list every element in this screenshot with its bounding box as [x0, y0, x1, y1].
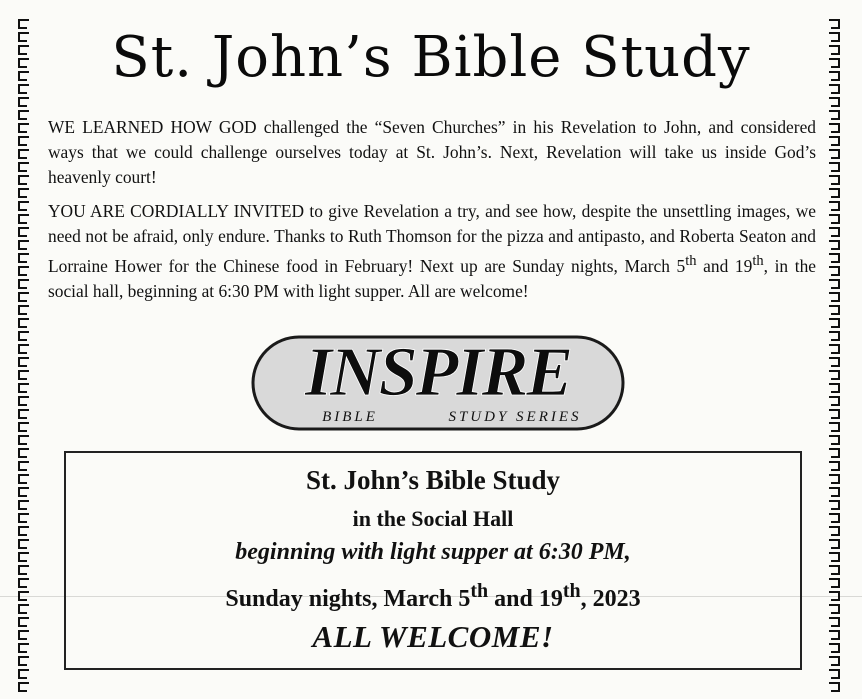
margin-bracket-icon [19, 280, 29, 288]
margin-bracket-icon [829, 423, 839, 431]
margin-bracket-icon [19, 137, 29, 145]
margin-bracket-icon [829, 527, 839, 535]
left-margin-ornament [16, 16, 30, 696]
announcement-supper: beginning with light supper at 6:30 PM, [235, 539, 631, 565]
dates-text: Sunday nights, March 5 [225, 586, 471, 612]
margin-bracket-icon [829, 605, 839, 613]
margin-bracket-icon [19, 371, 29, 379]
margin-bracket-icon [829, 254, 839, 262]
margin-bracket-icon [19, 319, 29, 327]
margin-bracket-icon [829, 670, 839, 678]
margin-bracket-icon [19, 150, 29, 158]
margin-bracket-icon [829, 397, 839, 405]
margin-bracket-icon [829, 306, 839, 314]
margin-bracket-icon [829, 98, 839, 106]
margin-bracket-icon [19, 254, 29, 262]
margin-bracket-icon [829, 540, 839, 548]
margin-bracket-icon [19, 410, 29, 418]
margin-bracket-icon [829, 371, 839, 379]
ordinal-suffix: th [470, 580, 489, 602]
margin-bracket-icon [829, 449, 839, 457]
margin-bracket-icon [829, 124, 839, 132]
margin-bracket-icon [19, 449, 29, 457]
margin-bracket-icon [829, 319, 839, 327]
dates-text: , 2023 [580, 586, 641, 612]
paragraph-invitation [48, 199, 816, 304]
margin-bracket-icon [829, 111, 839, 119]
margin-bracket-icon [829, 501, 839, 509]
margin-bracket-icon [19, 397, 29, 405]
margin-bracket-icon [19, 618, 29, 626]
margin-bracket-icon [19, 566, 29, 574]
margin-bracket-icon [829, 410, 839, 418]
margin-bracket-icon [19, 228, 29, 236]
margin-bracket-icon [829, 436, 839, 444]
margin-bracket-icon [829, 644, 839, 652]
margin-bracket-icon [829, 280, 839, 288]
logo-wordmark: INSPIRE [304, 334, 572, 411]
margin-bracket-icon [829, 358, 839, 366]
margin-bracket-icon [829, 345, 839, 353]
margin-bracket-icon [829, 631, 839, 639]
margin-bracket-icon [19, 592, 29, 600]
margin-bracket-icon [19, 501, 29, 509]
margin-bracket-icon [19, 605, 29, 613]
paragraph-recap: WE LEARNED HOW GOD challenged the “Seven Churches” in his Revelation to John, and considered ways that we could challenge ourselves today at St. John’s. Next, Revelation will take us inside God’s heavenly court! [48, 117, 816, 187]
margin-bracket-icon [19, 293, 29, 301]
margin-bracket-icon [19, 358, 29, 366]
announcement-dates [66, 580, 800, 613]
margin-bracket-icon [829, 137, 839, 145]
margin-bracket-icon [19, 475, 29, 483]
ordinal-suffix: th [752, 253, 764, 269]
ordinal-suffix: th [562, 580, 581, 602]
margin-bracket-icon [19, 527, 29, 535]
margin-bracket-icon [19, 683, 29, 691]
margin-bracket-icon [19, 306, 29, 314]
margin-bracket-icon [19, 436, 29, 444]
margin-bracket-icon [829, 176, 839, 184]
margin-bracket-icon [829, 488, 839, 496]
margin-bracket-icon [829, 267, 839, 275]
margin-bracket-icon [829, 189, 839, 197]
margin-bracket-icon [829, 566, 839, 574]
margin-bracket-icon [19, 462, 29, 470]
margin-bracket-icon [829, 618, 839, 626]
margin-bracket-icon [19, 514, 29, 522]
margin-bracket-icon [19, 384, 29, 392]
announcement-welcome: ALL WELCOME! [312, 619, 554, 654]
right-margin-ornament [828, 16, 842, 696]
margin-bracket-icon [19, 423, 29, 431]
margin-bracket-icon [829, 150, 839, 158]
margin-bracket-icon [19, 540, 29, 548]
margin-bracket-icon [19, 488, 29, 496]
margin-bracket-icon [19, 644, 29, 652]
margin-bracket-icon [19, 202, 29, 210]
margin-bracket-icon [19, 657, 29, 665]
margin-bracket-icon [19, 189, 29, 197]
margin-bracket-icon [829, 683, 839, 691]
margin-bracket-icon [19, 241, 29, 249]
margin-bracket-icon [19, 215, 29, 223]
announcement-location: in the Social Hall [352, 506, 514, 531]
margin-bracket-icon [829, 215, 839, 223]
margin-bracket-icon [19, 631, 29, 639]
margin-bracket-icon [829, 241, 839, 249]
margin-bracket-icon [19, 332, 29, 340]
margin-bracket-icon [829, 462, 839, 470]
margin-bracket-icon [19, 176, 29, 184]
margin-bracket-icon [19, 111, 29, 119]
margin-bracket-icon [829, 553, 839, 561]
margin-bracket-icon [19, 553, 29, 561]
announcement-box [64, 451, 802, 670]
invitation-text: and 19 [696, 255, 753, 276]
margin-bracket-icon [829, 228, 839, 236]
logo-tagline-right: STUDY SERIES [448, 409, 582, 425]
dates-text: and 19 [488, 586, 563, 612]
margin-bracket-icon [19, 98, 29, 106]
margin-bracket-icon [829, 514, 839, 522]
margin-bracket-icon [829, 202, 839, 210]
margin-bracket-icon [829, 475, 839, 483]
margin-bracket-icon [19, 267, 29, 275]
margin-bracket-icon [19, 579, 29, 587]
inspire-logo [250, 331, 626, 435]
margin-bracket-icon [829, 579, 839, 587]
margin-bracket-icon [829, 332, 839, 340]
logo-tagline-left: BIBLE [322, 409, 378, 425]
margin-bracket-icon [19, 124, 29, 132]
margin-bracket-icon [829, 657, 839, 665]
margin-bracket-icon [829, 163, 839, 171]
margin-bracket-icon [829, 592, 839, 600]
margin-bracket-icon [829, 293, 839, 301]
announcement-title: St. John’s Bible Study [305, 465, 561, 495]
margin-bracket-icon [829, 384, 839, 392]
margin-bracket-icon [19, 345, 29, 353]
page-title: St. John’s Bible Study [111, 25, 751, 90]
margin-bracket-icon [19, 163, 29, 171]
ordinal-suffix: th [685, 253, 697, 269]
invitation-text: YOU ARE CORDIALLY INVITED to give Revelation a try, and see how, despite the unsettling images, we need not be afraid, only endure. Thanks to Ruth Thomson for the pizza and antipasto, and Roberta Seaton and Lorraine Hower for the Chinese food in February! Next up are Sunday nights, March 5 [48, 201, 816, 276]
margin-bracket-icon [19, 670, 29, 678]
invitation-text: , in the social hall, beginning at 6:30 PM with light supper. All are welcome! [48, 255, 816, 301]
